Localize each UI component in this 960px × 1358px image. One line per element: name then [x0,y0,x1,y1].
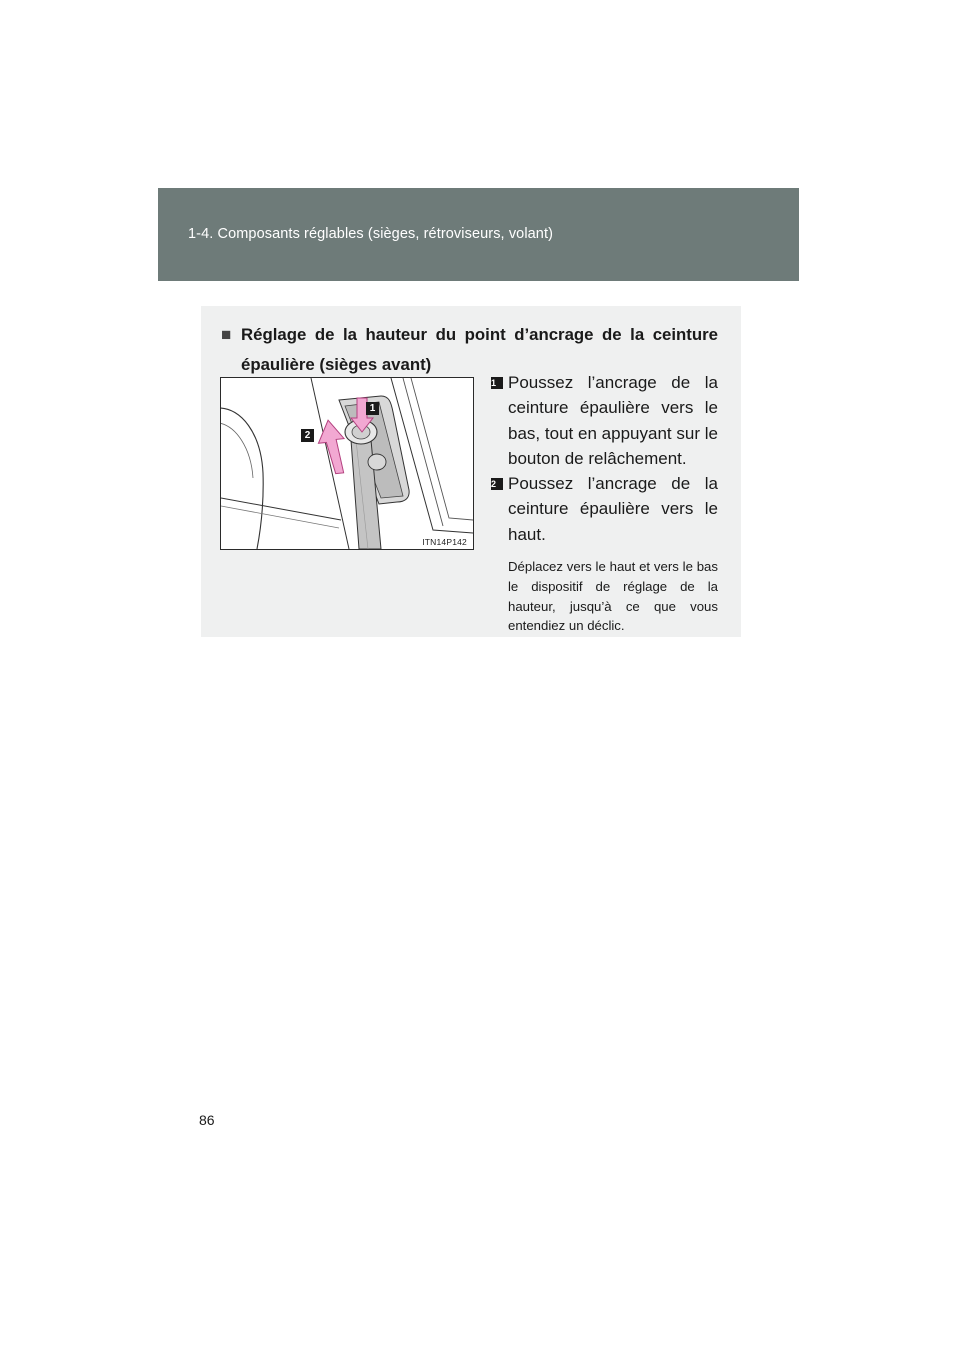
instruction-steps [490,370,718,636]
chapter-header [158,188,799,281]
figure-code: ITN14P142 [422,537,467,547]
step-item [490,370,718,471]
page-number: 86 [199,1112,215,1128]
chapter-title: 1-4. Composants réglables (sièges, rétroviseurs, volant) [188,226,554,242]
step-1-marker-icon: 1 [491,377,503,389]
callout-2-icon: 2 [301,429,314,442]
callout-1-icon: 1 [366,402,379,415]
section-panel [201,306,741,637]
step-item [490,471,718,547]
step-1-text: Poussez l’ancrage de la ceinture épaulière vers le bas, tout en appuyant sur le bouton de relâchement. [508,373,718,468]
step-2-text: Poussez l’ancrage de la ceinture épaulière vers le haut. [508,474,718,544]
seatbelt-anchor-illustration [220,377,474,550]
step-2-marker-icon: 2 [491,478,503,490]
adjuster-note: Déplacez vers le haut et vers le bas le dispositif de réglage de la hauteur, jusqu’à ce que vous entendiez un déclic. [508,559,718,634]
square-bullet-icon: ■ [221,325,232,344]
seatbelt-anchor-drawing [221,378,473,549]
section-heading-text: Réglage de la hauteur du point d’ancrage de la ceinture épaulière (sièges avant) [241,325,718,374]
